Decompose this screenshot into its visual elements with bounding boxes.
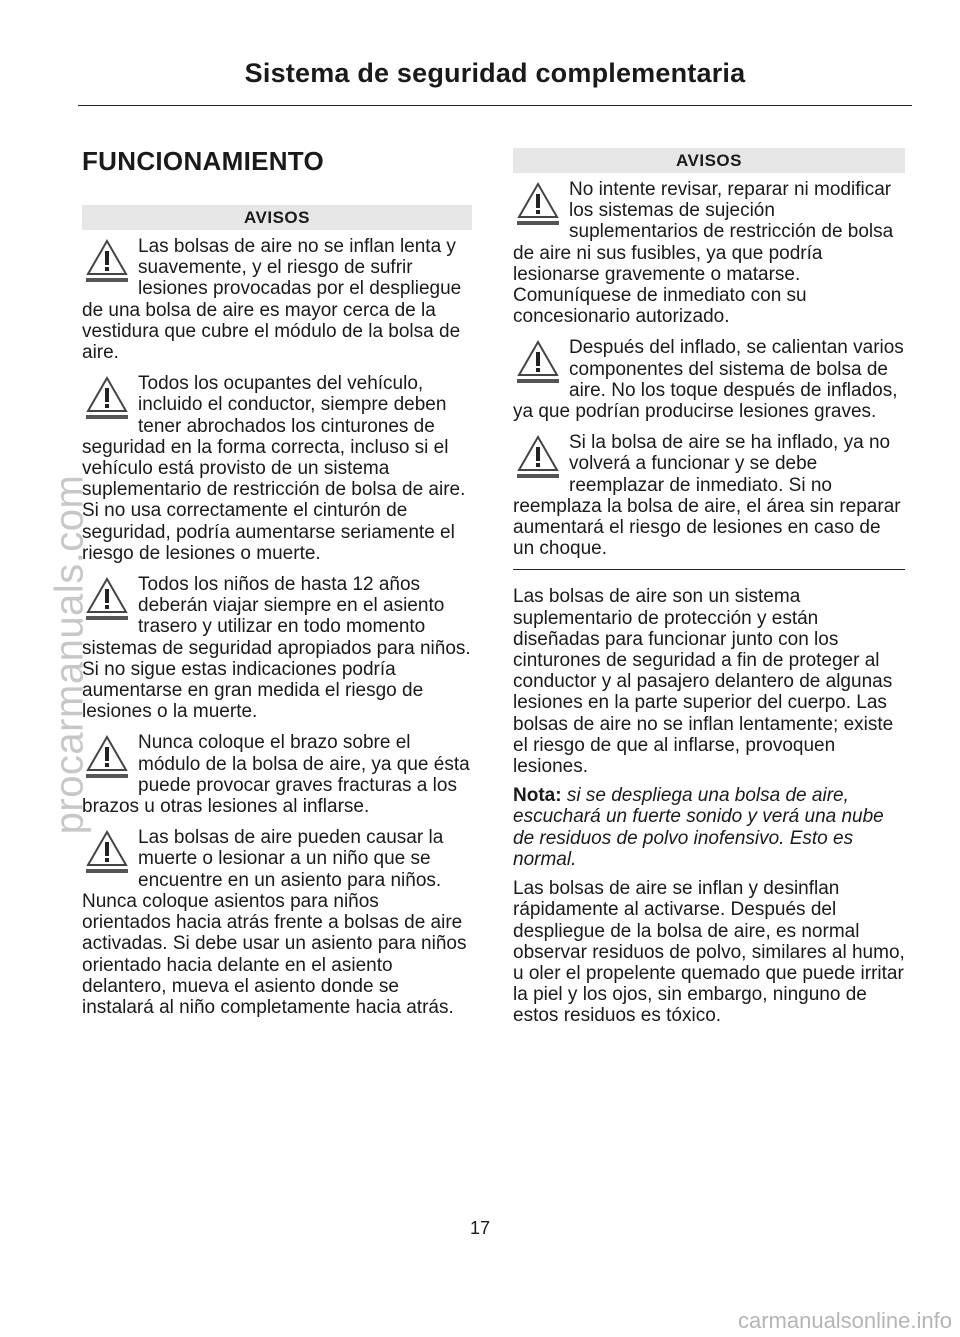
warning-item [82, 236, 472, 363]
warning-text: Todos los ocupantes del vehículo, incluido el conductor, siempre deben tener abrochados los cinturones de seguridad en la forma correcta, incluso si el vehículo está provisto de un sistema suplementario de restricción de bolsa de aire. Si no usa correctamente el cinturón de seguridad, podría aumentarse seriamente el riesgo de lesiones o muerte. [82, 373, 466, 564]
warning-text: Después del inflado, se calientan varios componentes del sistema de bolsa de aire. No los toque después de inflados, ya que podrían producirse lesiones graves. [513, 337, 904, 423]
note-text: si se despliega una bolsa de aire, escuchará un fuerte sonido y verá una nube de residuos de polvo inofensivo. Esto es normal. [513, 785, 884, 870]
body-paragraph: Las bolsas de aire se inflan y desinflan rápidamente al activarse. Después del despliegue de la bolsa de aire, es normal observar residuos de polvo, similares al humo, u oler el propelente quemado que puede irritar la piel y los ojos, sin embargo, ninguno de estos residuos es tóxico. [513, 878, 905, 1027]
warning-text: Las bolsas de aire pueden causar la muerte o lesionar a un niño que se encuentre en un asiento para niños. Nunca coloque asientos para niños orientados hacia atrás frente a bolsas de aire activadas. Si debe usar un asiento para niños orientado hacia delante en el asiento delantero, mueva el asiento donde se instalará al niño completamente hacia atrás. [82, 827, 467, 1018]
note-paragraph [513, 785, 905, 870]
right-column [513, 148, 905, 1035]
warnings-end-divider [513, 569, 905, 570]
warning-item [82, 574, 472, 722]
warning-item [513, 337, 905, 422]
warning-triangle-icon [515, 179, 561, 227]
warning-text: Si la bolsa de aire se ha inflado, ya no volverá a funcionar y se debe reemplazar de inmediato. Si no reemplaza la bolsa de aire, el área sin reparar aumentará el riesgo de lesiones en caso de un choque. [513, 432, 901, 560]
header-divider [78, 105, 912, 106]
warning-item [82, 827, 472, 1018]
left-column [82, 146, 472, 1028]
body-paragraph: Las bolsas de aire son un sistema suplementario de protección y están diseñadas para funcionar junto con los cinturones de seguridad a fin de proteger al conductor y al pasajero delantero de algunas lesiones en la parte superior del cuerpo. Las bolsas de aire no se inflan lentamente; existe el riesgo de que al inflarse, provoquen lesiones. [513, 586, 894, 778]
warning-triangle-icon [515, 337, 561, 385]
page-number: 17 [469, 1218, 491, 1238]
warning-text: No intente revisar, reparar ni modificar los sistemas de sujeción suplementarios de restricción de bolsa de aire ni sus fusibles, ya que podría lesionarse gravemente o matarse. Comuníquese de inmediato con su concesionario autorizado. [513, 179, 894, 328]
page-title: Sistema de seguridad complementaria [244, 58, 746, 88]
warning-text: Todos los niños de hasta 12 años deberán viajar siempre en el asiento trasero y utilizar en todo momento sistemas de seguridad apropiados para niños. Si no sigue estas indicaciones podría aumentarse en gran medida el riesgo de lesiones o la muerte. [82, 574, 471, 723]
warning-item [82, 373, 472, 564]
warning-triangle-icon [84, 236, 130, 284]
warning-text: Las bolsas de aire no se inflan lenta y suavemente, y el riesgo de sufrir lesiones provocadas por el despliegue de una bolsa de aire es mayor cerca de la vestidura que cubre el módulo de la bolsa de aire. [82, 236, 462, 364]
warning-triangle-icon [515, 432, 561, 480]
watermark-text: procarmanuals.com [47, 474, 92, 835]
note-label: Nota: [513, 785, 562, 807]
section-title: FUNCIONAMIENTO [82, 146, 325, 176]
footer-watermark: carmanualsonline.info [737, 1308, 952, 1333]
warning-item [513, 179, 905, 327]
avisos-header: AVISOS [513, 148, 905, 173]
avisos-header: AVISOS [82, 205, 472, 230]
warning-text: Nunca coloque el brazo sobre el módulo de la bolsa de aire, ya que ésta puede provocar graves fracturas a los brazos u otras lesiones al inflarse. [82, 732, 470, 818]
warning-item [513, 432, 905, 559]
warning-item [82, 732, 472, 817]
